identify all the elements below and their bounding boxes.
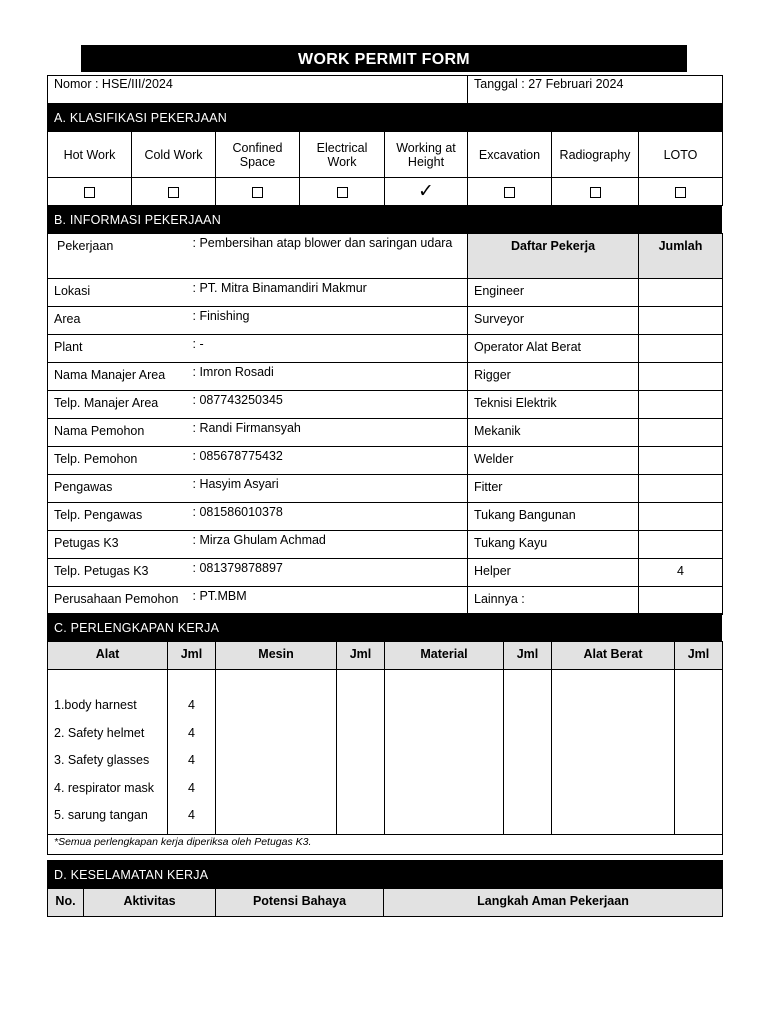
info-label: Lokasi xyxy=(48,279,187,307)
worker-role: Welder xyxy=(468,447,639,475)
header-langkah-aman: Langkah Aman Pekerjaan xyxy=(384,889,723,917)
info-value: : Randi Firmansyah xyxy=(187,419,468,447)
section-d-title: D. KESELAMATAN KERJA xyxy=(48,861,723,889)
header-material: Material xyxy=(385,642,504,670)
checkbox-confined-space[interactable] xyxy=(216,178,300,206)
checkbox-electrical-work[interactable] xyxy=(300,178,385,206)
info-label: Pengawas xyxy=(48,475,187,503)
type-label-confined-space: Confined Space xyxy=(216,132,300,178)
info-table xyxy=(47,233,723,615)
info-value: : Mirza Ghulam Achmad xyxy=(187,531,468,559)
workers-header: Daftar Pekerja xyxy=(468,234,639,279)
worker-role: Operator Alat Berat xyxy=(468,335,639,363)
equipment-item: 2. Safety helmet xyxy=(54,725,145,740)
type-label-loto: LOTO xyxy=(639,132,723,178)
material-jml-cell xyxy=(504,670,552,835)
equipment-qty: 4 xyxy=(188,780,195,795)
equipment-qty: 4 xyxy=(188,698,195,712)
info-value: : 087743250345 xyxy=(187,391,468,419)
equipment-qty: 4 xyxy=(188,753,195,767)
header-alat: Alat xyxy=(48,642,168,670)
tanggal-field: Tanggal : 27 Februari 2024 xyxy=(468,76,723,104)
empty-checkbox-icon xyxy=(675,187,686,198)
material-cell xyxy=(385,670,504,835)
header-mesin: Mesin xyxy=(216,642,337,670)
section-c-header-table xyxy=(47,613,722,642)
type-label-electrical-work: Electrical Work xyxy=(300,132,385,178)
equipment-qty: 4 xyxy=(188,808,195,822)
worker-count xyxy=(639,391,723,419)
info-label: Nama Pemohon xyxy=(48,419,187,447)
equipment-item: 5. sarung tangan xyxy=(54,808,148,822)
info-value: : - xyxy=(187,335,468,363)
worker-role: Tukang Bangunan xyxy=(468,503,639,531)
info-label: Telp. Pemohon xyxy=(48,447,187,475)
checkbox-hot-work[interactable] xyxy=(48,178,132,206)
worker-count xyxy=(639,335,723,363)
info-label: Area xyxy=(48,307,187,335)
mesin-jml-cell xyxy=(337,670,385,835)
worker-count xyxy=(639,363,723,391)
section-c-title: C. PERLENGKAPAN KERJA xyxy=(48,614,722,642)
worker-role: Surveyor xyxy=(468,307,639,335)
worker-role: Teknisi Elektrik xyxy=(468,391,639,419)
info-value: : Pembersihan atap blower dan saringan udara xyxy=(187,234,468,279)
checkbox-radiography[interactable] xyxy=(552,178,639,206)
header-aktivitas: Aktivitas xyxy=(84,889,216,917)
equipment-note: *Semua perlengkapan kerja diperiksa oleh Petugas K3. xyxy=(48,835,723,855)
alat-berat-cell xyxy=(552,670,675,835)
safety-table xyxy=(47,860,723,917)
equipment-names xyxy=(48,670,168,835)
type-label-radiography: Radiography xyxy=(552,132,639,178)
info-label: Telp. Pengawas xyxy=(48,503,187,531)
worker-role: Fitter xyxy=(468,475,639,503)
header-jml-alat: Jml xyxy=(168,642,216,670)
worker-role: Lainnya : xyxy=(468,587,639,615)
type-label-working-at-height: Working at Height xyxy=(385,132,468,178)
equipment-item: 4. respirator mask xyxy=(54,780,155,795)
empty-checkbox-icon xyxy=(590,187,601,198)
nomor-field: Nomor : HSE/III/2024 xyxy=(48,76,468,104)
header-potensi-bahaya: Potensi Bahaya xyxy=(216,889,384,917)
info-value: : PT. Mitra Binamandiri Makmur xyxy=(187,279,468,307)
equipment-item: 3. Safety glasses xyxy=(54,753,150,767)
info-label: Telp. Petugas K3 xyxy=(48,559,187,587)
info-label: Pekerjaan xyxy=(48,234,187,279)
form-title: WORK PERMIT FORM xyxy=(81,45,687,72)
info-value: : 081586010378 xyxy=(187,503,468,531)
worker-count xyxy=(639,307,723,335)
empty-checkbox-icon xyxy=(84,187,95,198)
checkbox-cold-work[interactable] xyxy=(132,178,216,206)
worker-count xyxy=(639,531,723,559)
equipment-qty: 4 xyxy=(188,725,195,740)
worker-role: Mekanik xyxy=(468,419,639,447)
header-jml-alat-berat: Jml xyxy=(675,642,723,670)
worker-count xyxy=(639,419,723,447)
worker-role: Helper xyxy=(468,559,639,587)
worker-role: Tukang Kayu xyxy=(468,531,639,559)
type-label-hot-work: Hot Work xyxy=(48,132,132,178)
section-a-title: A. KLASIFIKASI PEKERJAAN xyxy=(48,104,723,132)
header-jml-mesin: Jml xyxy=(337,642,385,670)
section-b-title: B. INFORMASI PEKERJAAN xyxy=(48,206,722,234)
type-label-cold-work: Cold Work xyxy=(132,132,216,178)
section-b-header-table xyxy=(47,205,722,234)
checkbox-loto[interactable] xyxy=(639,178,723,206)
alat-berat-jml-cell xyxy=(675,670,723,835)
empty-checkbox-icon xyxy=(168,187,179,198)
header-alat-berat: Alat Berat xyxy=(552,642,675,670)
worker-count xyxy=(639,279,723,307)
checkbox-working-at-height[interactable] xyxy=(385,178,468,206)
work-permit-table xyxy=(47,75,723,132)
mesin-cell xyxy=(216,670,337,835)
empty-checkbox-icon xyxy=(337,187,348,198)
equipment-qtys xyxy=(168,670,216,835)
info-label: Plant xyxy=(48,335,187,363)
type-label-excavation: Excavation xyxy=(468,132,552,178)
info-value: : 085678775432 xyxy=(187,447,468,475)
empty-checkbox-icon xyxy=(504,187,515,198)
checkbox-excavation[interactable] xyxy=(468,178,552,206)
worker-count: 4 xyxy=(639,559,723,587)
worker-count xyxy=(639,475,723,503)
equipment-table xyxy=(47,641,723,855)
worker-count xyxy=(639,587,723,615)
info-value: : Finishing xyxy=(187,307,468,335)
info-label: Perusahaan Pemohon xyxy=(48,587,187,615)
info-label: Telp. Manajer Area xyxy=(48,391,187,419)
info-value: : PT.MBM xyxy=(187,587,468,615)
info-value: : Imron Rosadi xyxy=(187,363,468,391)
classification-grid xyxy=(47,131,723,206)
worker-count xyxy=(639,447,723,475)
worker-count xyxy=(639,503,723,531)
info-value: : Hasyim Asyari xyxy=(187,475,468,503)
worker-role: Rigger xyxy=(468,363,639,391)
info-label: Nama Manajer Area xyxy=(48,363,187,391)
info-value: : 081379878897 xyxy=(187,559,468,587)
info-label: Petugas K3 xyxy=(48,531,187,559)
equipment-item: 1.body harnest xyxy=(54,698,137,712)
checkmark-icon: ✓ xyxy=(418,180,434,202)
header-jml-material: Jml xyxy=(504,642,552,670)
empty-checkbox-icon xyxy=(252,187,263,198)
header-no: No. xyxy=(48,889,84,917)
count-header: Jumlah xyxy=(639,234,723,279)
worker-role: Engineer xyxy=(468,279,639,307)
